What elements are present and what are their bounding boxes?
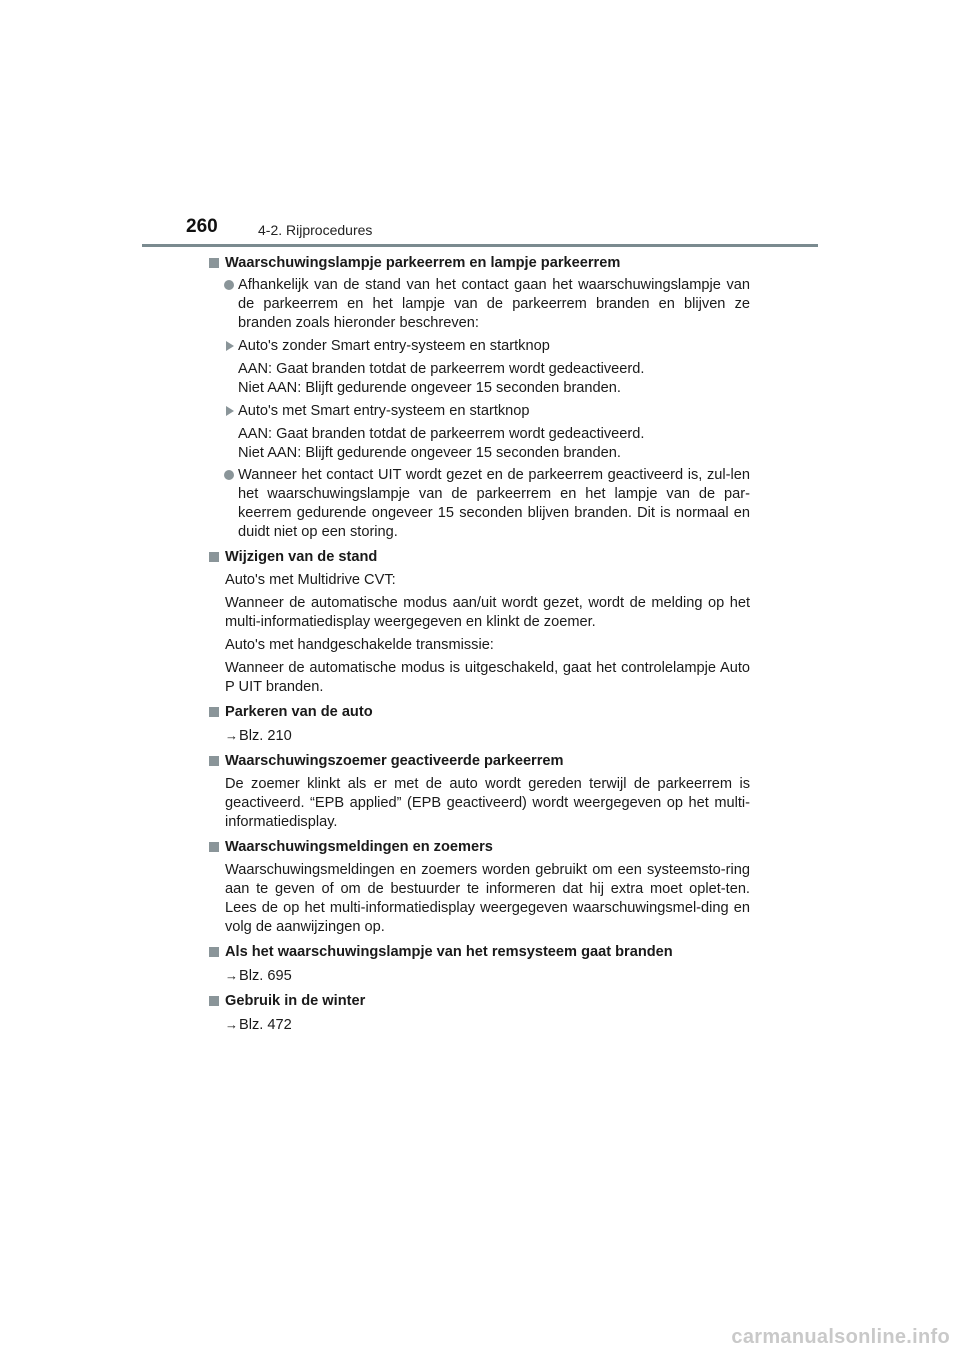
heading-position-change: Wijzigen van de stand [208,548,750,567]
watermark-logo: carmanualsonline.info [731,1326,950,1348]
paragraph: Wanneer de automatische modus is uitgeschakeld, gaat het controlelampje Auto P UIT branden. [225,660,750,695]
paragraph: Waarschuwingsmeldingen en zoemers worden gebruikt om een systeemsto-ring aan te geven of om de bestuurder te informeren dat hij extra moet oplet-ten. Lees de op het multi-informatiedisplay weergegeven waarschuwingsmel-ding en volg de aanwijzingen op. [225,862,750,935]
arrow-right-icon: → [225,968,238,983]
sub-item-text: AAN: Gaat branden totdat de parkeerrem wordt gedeactiveerd. Niet AAN: Blijft gedurende ongeveer 15 seconden branden. [238,361,645,396]
square-bullet-icon [209,842,219,852]
page-number: 260 [186,216,218,237]
heading-winter-use: Gebruik in de winter [208,992,750,1011]
paragraph: De zoemer klinkt als er met de auto wordt gereden terwijl de parkeerrem is geactiveerd. “EPB applied” (EPB geactiveerd) wordt weergegeven op het multi-informatiedisplay. [225,776,750,830]
arrow-right-icon: → [225,728,238,743]
heading-warning-buzzer: Waarschuwingszoemer geactiveerde parkeerrem [208,752,750,771]
content-area [208,254,750,1035]
sub-item-text: AAN: Gaat branden totdat de parkeerrem wordt gedeactiveerd. Niet AAN: Blijft gedurende ongeveer 15 seconden branden. [238,426,645,461]
triangle-bullet-icon [226,341,234,351]
sub-item: Auto's zonder Smart entry-systeem en startknop [208,337,750,356]
bullet-item: Afhankelijk van de stand van het contact gaan het waarschuwingslampje van de parkeerrem en het lampje van de parkeerrem branden en blijven ze branden zoals hieronder beschreven: [208,276,750,333]
square-bullet-icon [209,552,219,562]
paragraph: Auto's met handgeschakelde transmissie: [225,637,494,653]
square-bullet-icon [209,707,219,717]
heading-brake-system-warning: Als het waarschuwingslampje van het remsysteem gaat branden [208,943,750,962]
square-bullet-icon [209,947,219,957]
sub-item: Auto's met Smart entry-systeem en startknop [208,402,750,421]
square-bullet-icon [209,258,219,268]
page-reference-link[interactable]: →Blz. 695 [225,968,292,984]
header-rule [142,244,818,247]
heading-warning-messages: Waarschuwingsmeldingen en zoemers [208,838,750,857]
circle-bullet-icon [224,280,234,290]
heading-parking: Parkeren van de auto [208,703,750,722]
circle-bullet-icon [224,470,234,480]
paragraph: Wanneer de automatische modus aan/uit wordt gezet, wordt de melding op het multi-informatiedisplay weergegeven en klinkt de zoemer. [225,595,750,630]
square-bullet-icon [209,996,219,1006]
arrow-right-icon: → [225,1017,238,1032]
section-label: 4-2. Rijprocedures [258,222,373,238]
heading-parking-brake-light: Waarschuwingslampje parkeerrem en lampje parkeerrem [208,254,750,273]
paragraph: Auto's met Multidrive CVT: [225,572,396,588]
square-bullet-icon [209,756,219,766]
bullet-item: Wanneer het contact UIT wordt gezet en de parkeerrem geactiveerd is, zul-len het waarschuwingslampje van de parkeerrem en het lampje van de par-keerrem gedurende ongeveer 15 seconden blijven branden. Dit is normaal en duidt niet op een storing. [208,466,750,542]
page-reference-link[interactable]: →Blz. 210 [225,728,292,744]
triangle-bullet-icon [226,406,234,416]
page-reference-link[interactable]: →Blz. 472 [225,1017,292,1033]
